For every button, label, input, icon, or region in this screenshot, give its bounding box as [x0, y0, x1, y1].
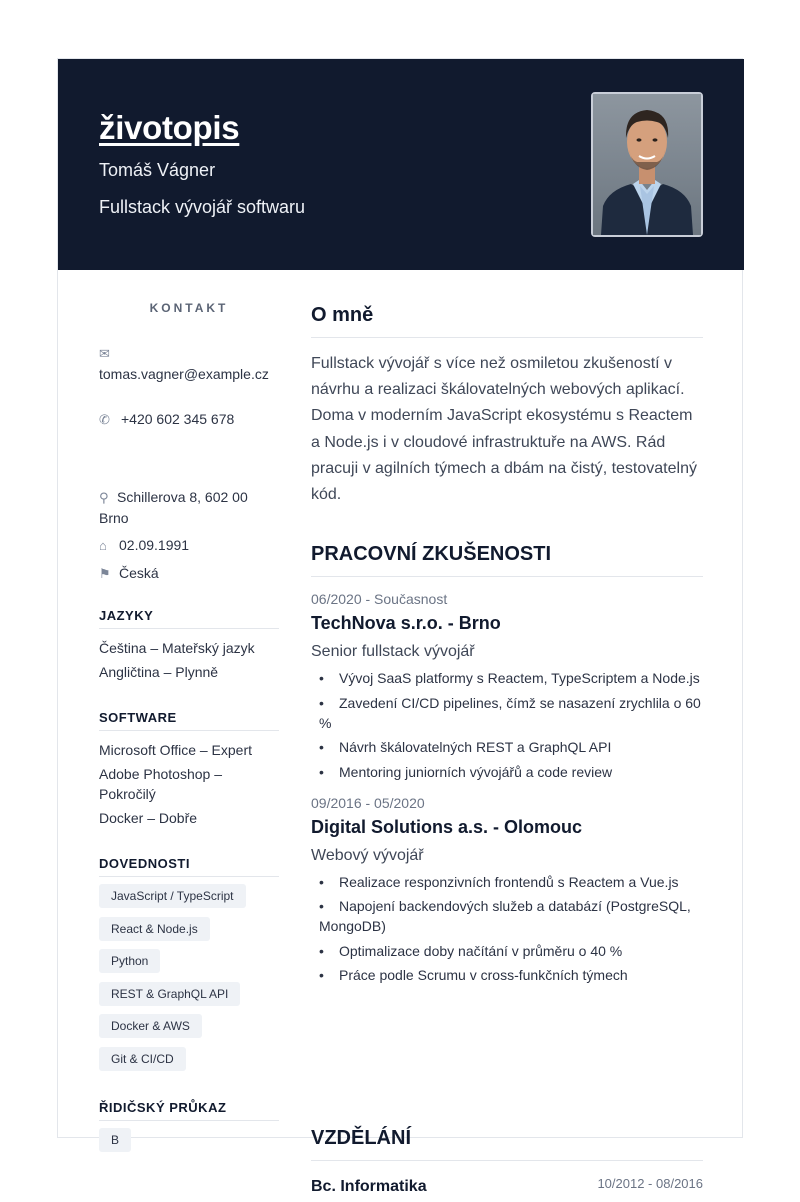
phone-value[interactable]: +420 602 345 678: [121, 411, 235, 427]
profile-photo-image: [593, 94, 701, 235]
experience-section: [311, 543, 703, 990]
job-bullet: • Vývoj SaaS platformy s Reactem, TypeScriptem a Node.js: [311, 668, 703, 688]
job-bullet: • Realizace responzivních frontendů s Reactem a Vue.js: [311, 872, 703, 892]
skill-tag: Python: [99, 949, 160, 973]
software-item: Docker – Dobře: [99, 810, 198, 826]
job-period: 09/2016 - 05/2020: [311, 794, 425, 811]
job-bullet: • Práce podle Scrumu v cross-funkčních týmech: [311, 965, 703, 985]
job-company: Digital Solutions a.s. - Olomouc: [311, 816, 583, 837]
education-period: 10/2012 - 08/2016: [597, 1176, 703, 1191]
skill-tag: REST & GraphQL API: [99, 982, 240, 1006]
language-item: Angličtina – Plynně: [99, 664, 219, 680]
profile-photo: [591, 92, 703, 237]
address-value: Schillerova 8, 602 00 Brno: [99, 489, 248, 526]
person-role: Fullstack vývojář softwaru: [99, 197, 306, 217]
about-text: Fullstack vývojář s více než osmiletou zkušeností v návrhu a realizaci škálovatelných webových aplikací. Doma v moderním JavaScript ekosystému s Reactem a Node.js i v cloudové infrastruktuře na AWS. Rád pracuji v agilních týmech a dbám na čistý, testovatelný kód.: [311, 355, 697, 504]
resume-header: [58, 59, 744, 270]
education-entry: [311, 1178, 703, 1202]
person-name: Tomáš Vágner: [99, 160, 216, 180]
license-tag: B: [99, 1128, 131, 1152]
software-item: Adobe Photoshop – Pokročilý: [99, 766, 222, 802]
contact-phone: [99, 409, 279, 430]
job-period: 06/2020 - Současnost: [311, 591, 448, 607]
resume-title: životopis: [99, 109, 240, 146]
languages-section: [99, 608, 279, 684]
map-pin-icon: ⚲: [99, 490, 109, 505]
about-heading: O mně: [311, 304, 703, 338]
skills-section: [99, 856, 279, 1079]
nationality-value: Česká: [119, 565, 159, 581]
contact-heading: KONTAKT: [149, 301, 229, 315]
job-title: Webový vývojář: [311, 846, 424, 864]
skill-tag: React & Node.js: [99, 917, 210, 941]
job-entry: [311, 795, 703, 986]
software-section: [99, 710, 279, 830]
job-bullet: • Optimalizace doby načítání v průměru o 40 %: [311, 941, 703, 961]
experience-heading: PRACOVNÍ ZKUŠENOSTI: [311, 543, 703, 577]
license-heading: ŘIDIČSKÝ PRŮKAZ: [99, 1100, 279, 1121]
software-heading: SOFTWARE: [99, 710, 279, 731]
skill-tag: Git & CI/CD: [99, 1047, 186, 1071]
birthdate-value: 02.09.1991: [119, 537, 190, 553]
languages-heading: JAZYKY: [99, 608, 279, 629]
job-company: TechNova s.r.o. - Brno: [311, 613, 501, 633]
job-title: Senior fullstack vývojář: [311, 643, 475, 660]
software-item: Microsoft Office – Expert: [99, 742, 253, 758]
job-entry: [311, 591, 703, 782]
email-value[interactable]: tomas.vagner@example.cz: [99, 366, 269, 382]
contact-address: [99, 487, 279, 528]
flag-icon: ⚑: [99, 566, 111, 581]
license-section: [99, 1100, 279, 1161]
contact-nationality: [99, 563, 279, 584]
education-degree: Bc. Informatika: [311, 1178, 427, 1195]
resume-page: [57, 58, 743, 1195]
job-bullet: • Napojení backendových služeb a databází (PostgreSQL, MongoDB): [311, 896, 703, 936]
phone-icon: ✆: [99, 412, 110, 427]
about-section: [311, 304, 703, 508]
job-bullet: • Návrh škálovatelných REST a GraphQL API: [311, 737, 703, 757]
education-heading: VZDĚLÁNÍ: [311, 1127, 703, 1161]
contact-birthdate: [99, 535, 279, 556]
envelope-icon: ✉: [99, 346, 110, 361]
skill-tag: JavaScript / TypeScript: [99, 884, 246, 908]
job-bullet: • Mentoring juniorních vývojářů a code review: [311, 762, 703, 782]
job-bullet: • Zavedení CI/CD pipelines, čímž se nasazení zrychlila o 60 %: [311, 693, 703, 733]
contact-email: [99, 343, 279, 384]
education-section: [311, 1127, 703, 1202]
skills-heading: DOVEDNOSTI: [99, 856, 279, 877]
skill-tag: Docker & AWS: [99, 1014, 202, 1038]
language-item: Čeština – Mateřský jazyk: [99, 640, 255, 656]
birthday-cake-icon: ⌂: [99, 538, 107, 553]
